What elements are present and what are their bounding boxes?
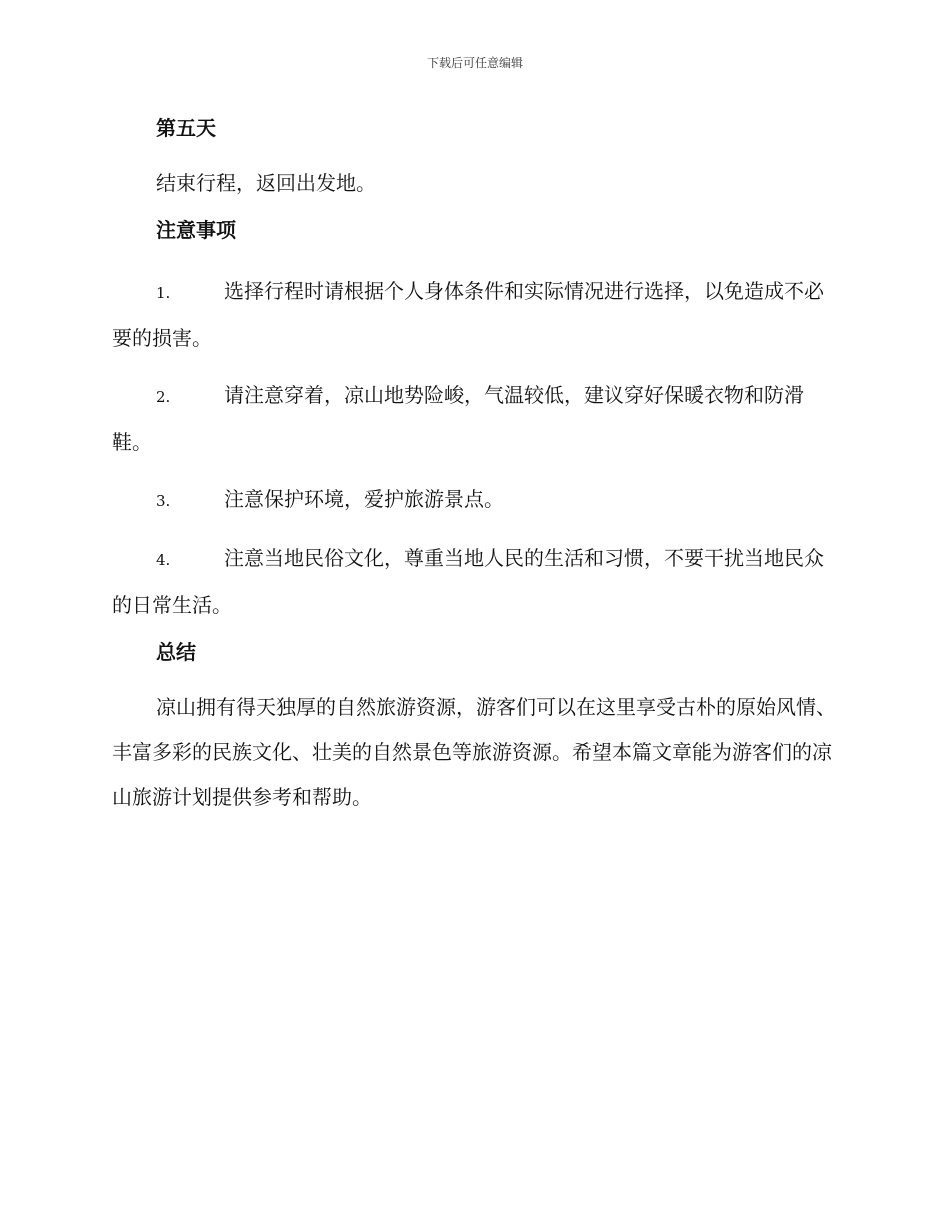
note-item-1 bbox=[112, 269, 838, 361]
day5-text: 结束行程，返回出发地。 bbox=[156, 171, 376, 195]
note-text: 选择行程时请根据个人身体条件和实际情况进行选择，以免造成不必要的损害。 bbox=[112, 279, 824, 350]
note-number: 1. bbox=[156, 284, 171, 302]
note-item-3 bbox=[112, 477, 838, 524]
header-note: 下载后可任意编辑 bbox=[426, 56, 523, 70]
note-item-4 bbox=[112, 536, 838, 628]
note-text: 请注意穿着，凉山地势险峻，气温较低，建议穿好保暖衣物和防滑鞋。 bbox=[112, 383, 804, 454]
document-body bbox=[112, 110, 838, 832]
note-text: 注意当地民俗文化，尊重当地人民的生活和习惯，不要干扰当地民众的日常生活。 bbox=[112, 546, 824, 617]
note-text: 注意保护环境，爱护旅游景点。 bbox=[224, 487, 504, 511]
day5-heading: 第五天 bbox=[156, 116, 216, 140]
note-item-2 bbox=[112, 373, 838, 465]
note-number: 4. bbox=[156, 551, 171, 569]
summary-text: 凉山拥有得天独厚的自然旅游资源，游客们可以在这里享受古朴的原始风情、丰富多彩的民族文化、壮美的自然景色等旅游资源。希望本篇文章能为游客们的凉山旅游计划提供参考和帮助。 bbox=[112, 695, 836, 809]
note-number: 3. bbox=[156, 492, 171, 510]
summary-heading: 总结 bbox=[156, 640, 196, 664]
notes-heading: 注意事项 bbox=[156, 218, 236, 242]
note-number: 2. bbox=[156, 388, 171, 406]
